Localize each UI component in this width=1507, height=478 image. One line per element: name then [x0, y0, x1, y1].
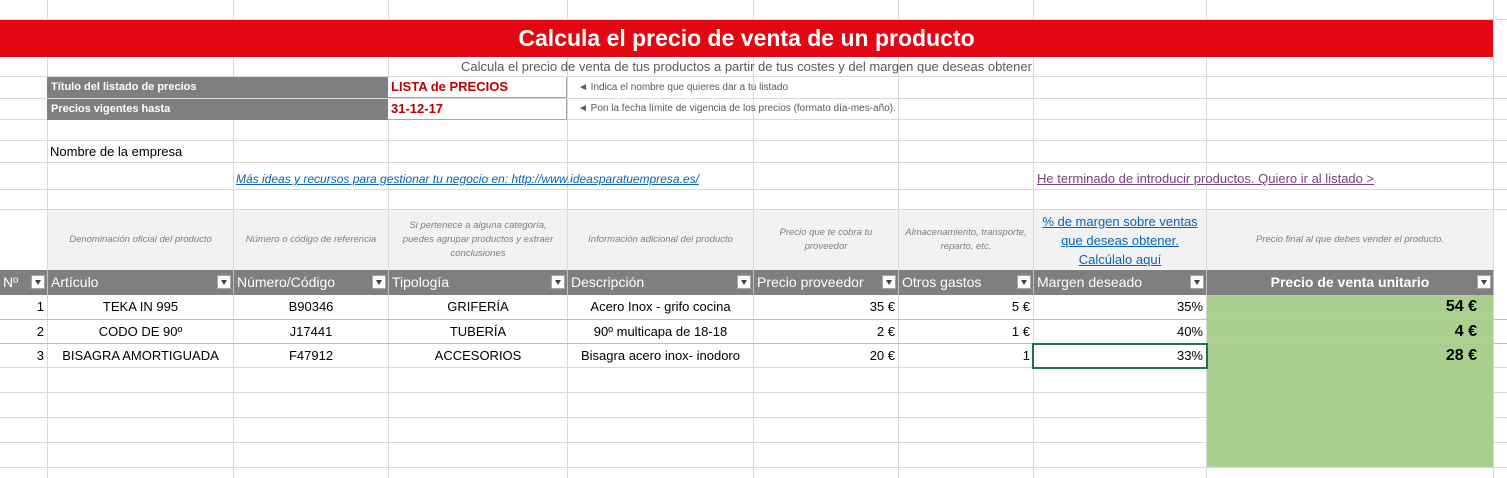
cell-precio: 28 € — [1445, 347, 1477, 364]
table-row-n[interactable]: 2 — [36, 324, 44, 339]
filter-dropdown-icon[interactable] — [551, 275, 565, 289]
cell-numero[interactable]: B90346 — [288, 299, 334, 314]
cell-articulo[interactable]: CODO DE 90º — [98, 324, 183, 339]
filter-dropdown-icon[interactable] — [31, 275, 45, 289]
column-header-otros: Otros gastos — [899, 270, 1034, 295]
cell-tipologia[interactable]: ACCESORIOS — [434, 348, 522, 363]
cell-proveedor[interactable]: 20 € — [869, 348, 895, 363]
filter-dropdown-icon[interactable] — [217, 275, 231, 289]
page-subtitle: Calcula el precio de venta de tus productos a partir de tus costes y del margen que deseas obtener — [461, 59, 1032, 74]
filter-dropdown-icon[interactable] — [1190, 275, 1204, 289]
column-header-proveedor: Precio proveedor — [754, 270, 899, 295]
column-header-n: Nº — [0, 270, 48, 295]
column-header-margen: Margen deseado — [1034, 270, 1207, 295]
cell-margen-selected[interactable]: 33% — [1032, 343, 1208, 369]
company-name[interactable]: Nombre de la empresa — [50, 144, 183, 159]
filter-dropdown-icon[interactable] — [737, 275, 751, 289]
cell-articulo[interactable]: BISAGRA AMORTIGUADA — [62, 348, 219, 363]
resources-link[interactable]: Más ideas y recursos para gestionar tu negocio en: http://www.ideasparatuempresa.es/ — [236, 172, 699, 186]
valid-until-label: Precios vigentes hasta — [47, 99, 388, 120]
valid-until-hint: ◄ Pon la fecha límite de vigencia de los precios (formato día-mes-año). — [578, 103, 896, 114]
filter-dropdown-icon[interactable] — [372, 275, 386, 289]
cell-proveedor[interactable]: 35 € — [869, 299, 895, 314]
column-header-descripcion: Descripción — [568, 270, 754, 295]
cell-descripcion[interactable]: Acero Inox - grifo cocina — [590, 299, 731, 314]
go-to-list-link[interactable]: He terminado de introducir productos. Quiero ir al listado > — [1037, 171, 1375, 186]
list-title-input[interactable]: LISTA de PRECIOS — [388, 77, 567, 98]
cell-descripcion[interactable]: 90º multicapa de 18-18 — [593, 324, 728, 339]
cell-precio: 54 € — [1445, 298, 1477, 315]
column-header-tipologia: Tipología — [389, 270, 568, 295]
filter-dropdown-icon[interactable] — [1477, 275, 1491, 289]
desc-numero: Número o código de referencia — [234, 210, 389, 270]
cell-precio: 4 € — [1454, 323, 1477, 340]
cell-tipologia[interactable]: TUBERÍA — [449, 324, 507, 339]
cell-numero[interactable]: J17441 — [289, 324, 333, 339]
column-header-numero: Número/Código — [234, 270, 389, 295]
cell-proveedor[interactable]: 2 € — [876, 324, 895, 339]
cell-margen[interactable]: 40% — [1176, 324, 1203, 339]
list-title-label: Título del listado de precios — [47, 77, 388, 98]
cell-otros[interactable]: 1 — [1022, 348, 1030, 363]
list-title-hint: ◄ Indica el nombre que quieres dar a tu listado — [578, 82, 789, 93]
page-title: Calcula el precio de venta de un producto — [0, 20, 1493, 57]
desc-proveedor: Precio que te cobra tu proveedor — [754, 210, 899, 270]
filter-dropdown-icon[interactable] — [882, 275, 896, 289]
cell-descripcion[interactable]: Bisagra acero inox- inodoro — [581, 348, 740, 363]
filter-dropdown-icon[interactable] — [1017, 275, 1031, 289]
cell-articulo[interactable]: TEKA IN 995 — [102, 299, 179, 314]
cell-otros[interactable]: 1 € — [1011, 324, 1030, 339]
cell-numero[interactable]: F47912 — [288, 348, 334, 363]
table-row-n[interactable]: 1 — [36, 299, 44, 314]
desc-precio: Precio final al que debes vender el producto. — [1207, 210, 1494, 270]
cell-otros[interactable]: 5 € — [1011, 299, 1030, 314]
desc-tipologia: Si pertenece a alguna categoría, puedes agrupar productos y extraer conclusiones — [389, 210, 568, 270]
desc-articulo: Denominación oficial del producto — [48, 210, 234, 270]
margin-calculator-link[interactable]: % de margen sobre ventas que deseas obtener. Calcúlalo aquí — [1034, 210, 1207, 270]
cell-margen[interactable]: 35% — [1176, 299, 1203, 314]
desc-descripcion: Información adicional del producto — [568, 210, 754, 270]
column-header-precio: Precio de venta unitario — [1207, 270, 1494, 295]
desc-otros: Almacenamiento, transporte, reparto, etc. — [899, 210, 1034, 270]
table-row-n[interactable]: 3 — [36, 348, 44, 363]
column-header-articulo: Artículo — [48, 270, 234, 295]
cell-tipologia[interactable]: GRIFERÍA — [447, 299, 509, 314]
valid-until-input[interactable]: 31-12-17 — [388, 99, 567, 120]
